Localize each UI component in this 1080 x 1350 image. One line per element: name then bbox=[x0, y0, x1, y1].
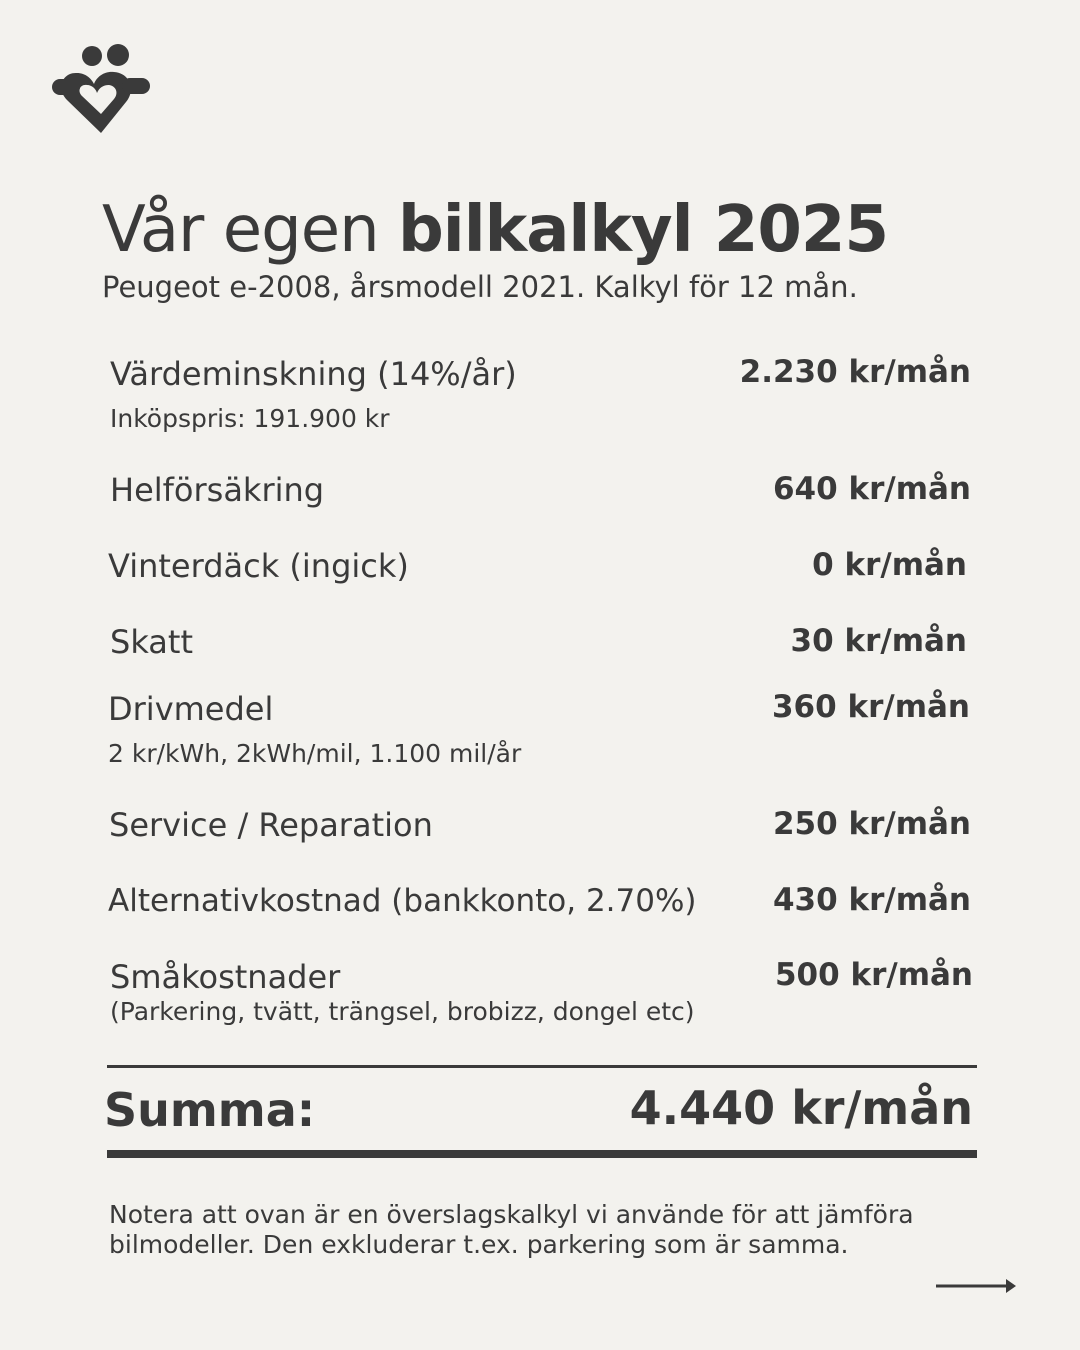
title-regular: Vår egen bbox=[102, 193, 379, 267]
row-value: 0 kr/mån bbox=[812, 547, 967, 583]
subtitle: Peugeot e-2008, årsmodell 2021. Kalkyl för 12 mån. bbox=[102, 270, 858, 304]
row-label: Värdeminskning (14%/år) bbox=[110, 355, 517, 393]
arrow-right-icon[interactable] bbox=[934, 1276, 1018, 1296]
row-value: 640 kr/mån bbox=[772, 471, 971, 507]
row-label: Helförsäkring bbox=[110, 471, 325, 509]
row-sub: 2 kr/kWh, 2kWh/mil, 1.100 mil/år bbox=[108, 739, 522, 768]
row-sub: Inköpspris: 191.900 kr bbox=[110, 404, 390, 433]
row-label: Skatt bbox=[110, 623, 193, 661]
footnote bbox=[109, 1200, 969, 1260]
row-value: 250 kr/mån bbox=[772, 806, 971, 842]
row-value: 360 kr/mån bbox=[771, 689, 970, 725]
row-label: Drivmedel bbox=[108, 690, 274, 728]
row-label: Alternativkostnad (bankkonto, 2.70%) bbox=[108, 883, 697, 919]
row-label: Service / Reparation bbox=[109, 806, 433, 844]
total-underline bbox=[107, 1150, 977, 1158]
row-value: 430 kr/mån bbox=[772, 882, 971, 918]
title-bold: bilkalkyl 2025 bbox=[397, 193, 888, 267]
people-heart-logo-icon bbox=[52, 42, 150, 136]
row-sub: (Parkering, tvätt, trängsel, brobizz, dongel etc) bbox=[110, 997, 695, 1026]
footnote-line: Notera att ovan är en överslagskalkyl vi använde för att jämföra bbox=[109, 1200, 914, 1229]
row-value: 2.230 kr/mån bbox=[739, 354, 971, 390]
row-value: 30 kr/mån bbox=[790, 623, 967, 659]
divider bbox=[107, 1065, 977, 1068]
row-label: Småkostnader bbox=[110, 958, 341, 996]
row-label: Vinterdäck (ingick) bbox=[108, 547, 409, 585]
footnote-line: bilmodeller. Den exkluderar t.ex. parkering som är samma. bbox=[109, 1230, 849, 1259]
page-title bbox=[102, 190, 888, 270]
total-value: 4.440 kr/mån bbox=[629, 1081, 973, 1135]
total-label: Summa: bbox=[104, 1083, 316, 1137]
row-value: 500 kr/mån bbox=[774, 957, 973, 993]
